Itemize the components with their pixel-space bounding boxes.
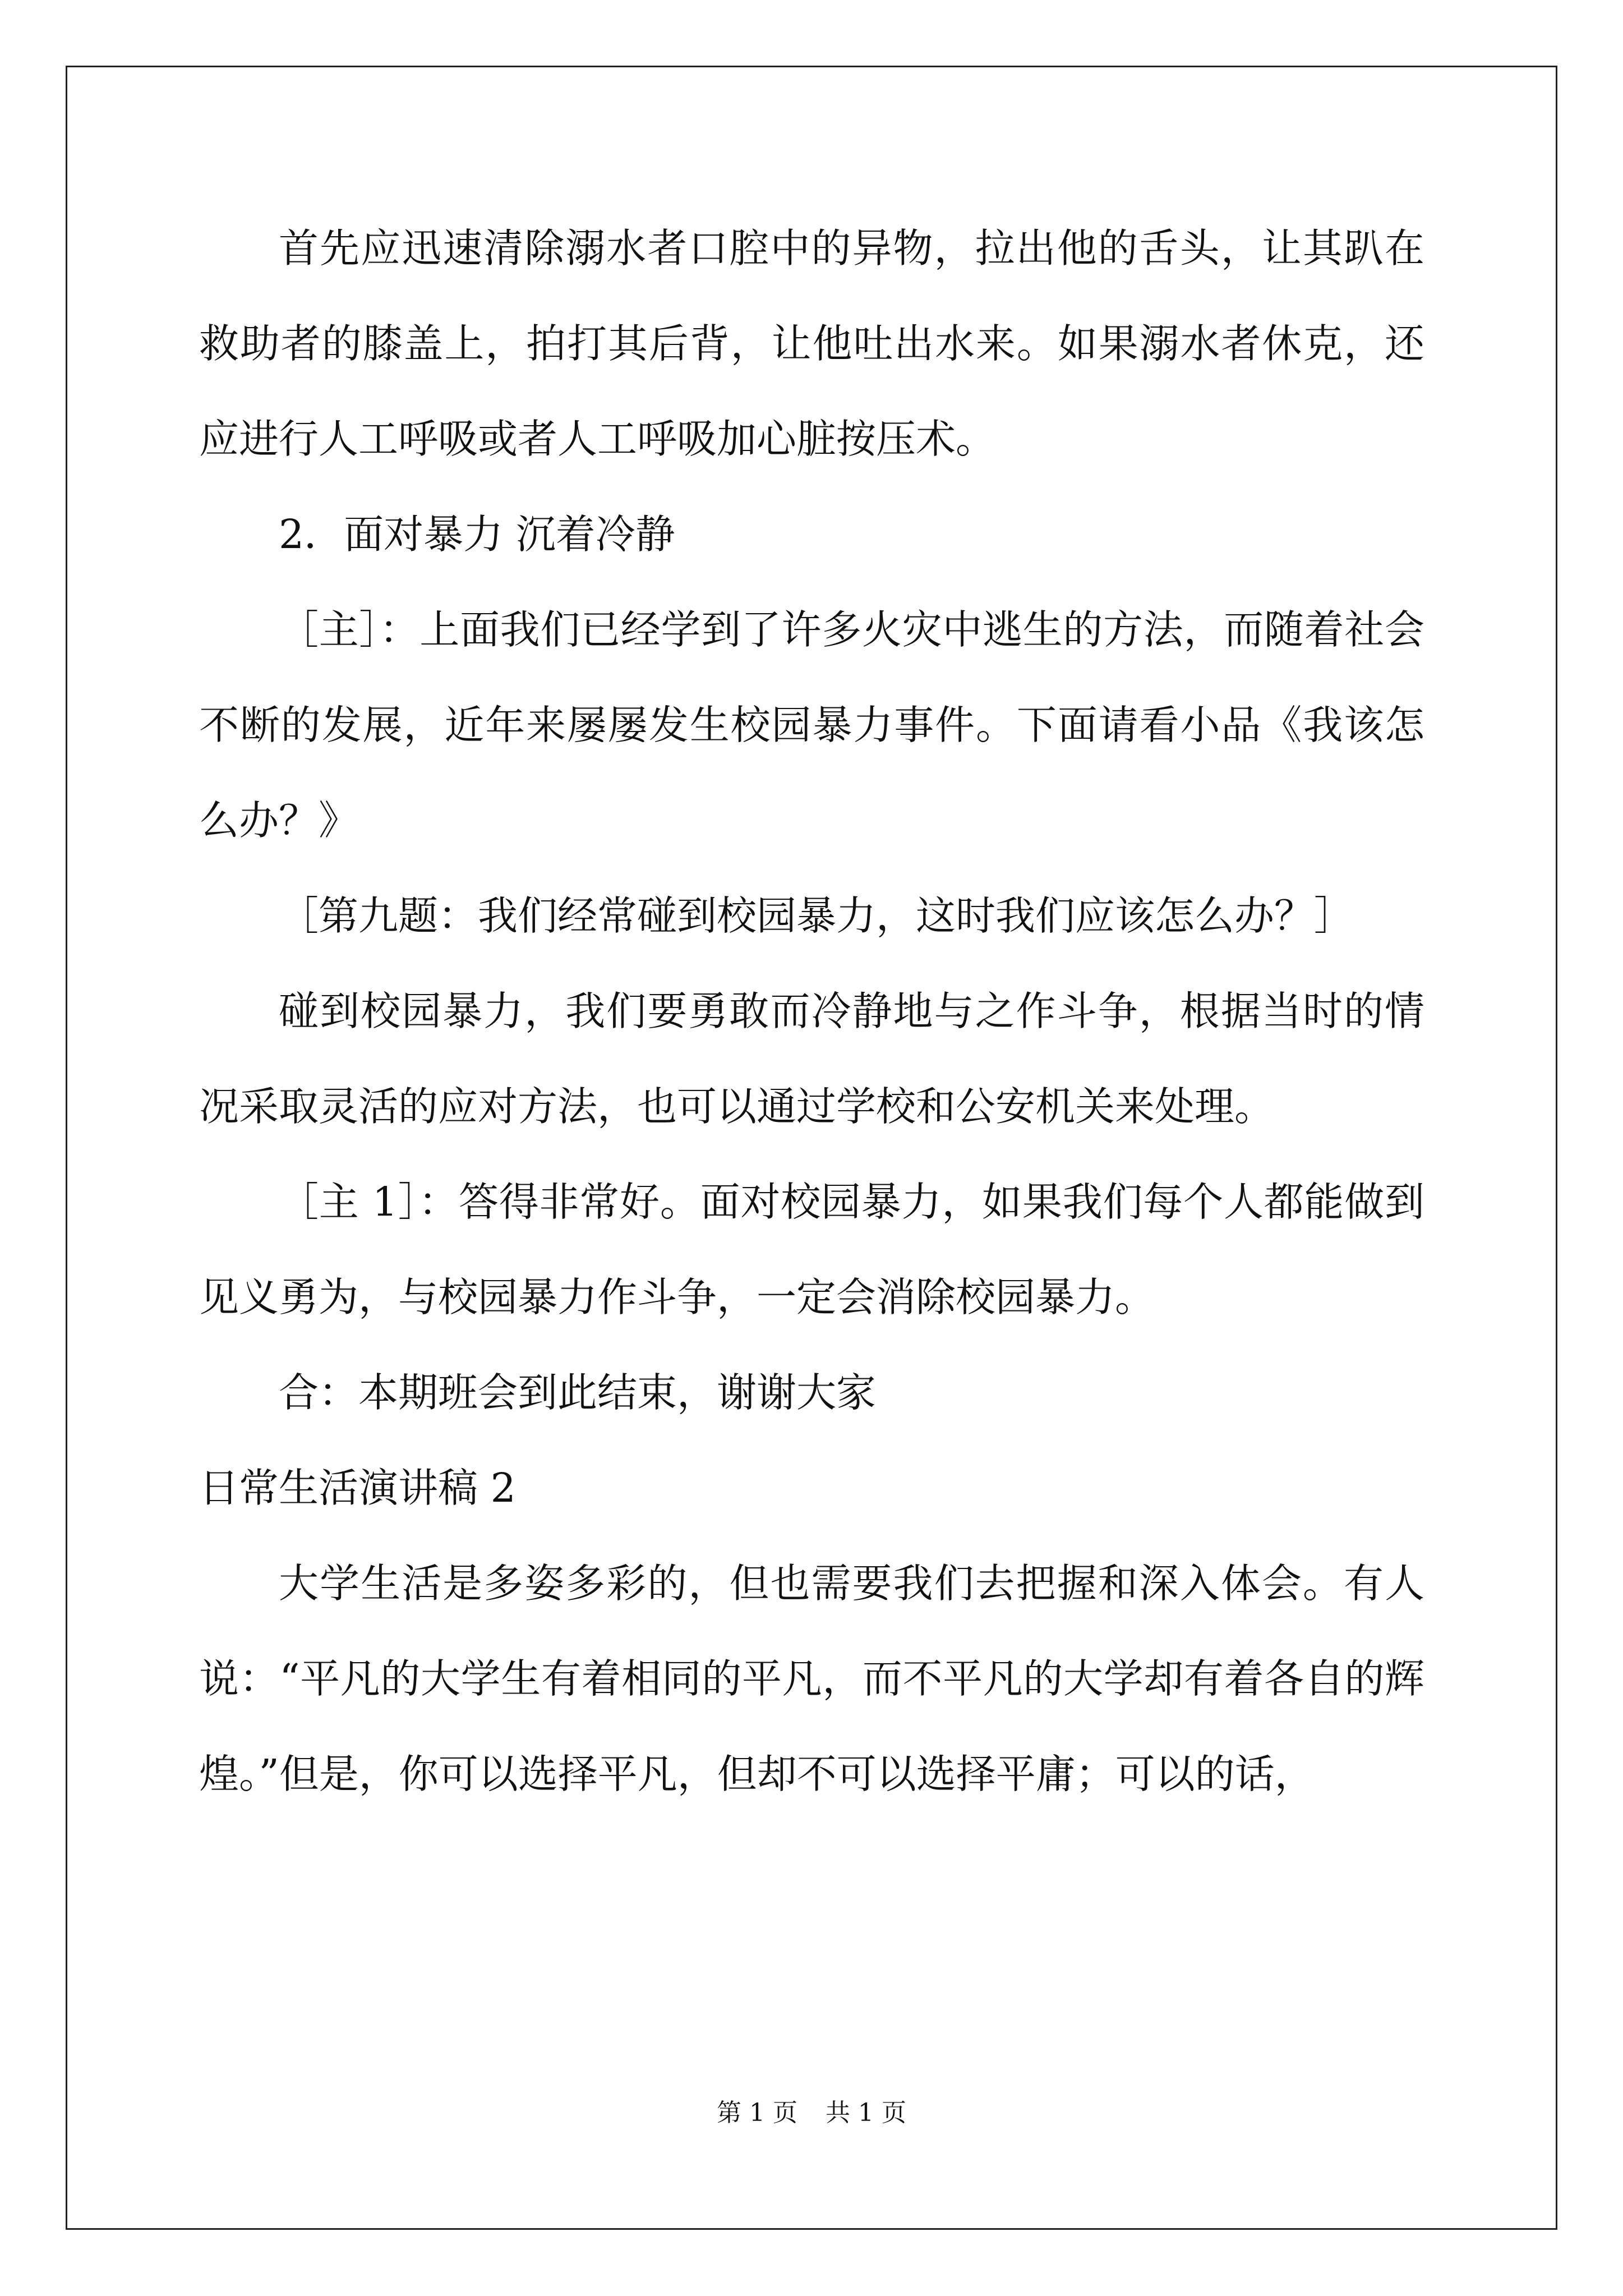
page-number: 第 1 页	[717, 2099, 797, 2127]
paragraph-5: 碰到校园暴力，我们要勇敢而冷静地与之作斗争，根据当时的情况采取灵活的应对方法，也可以通过学校和公安机关来处理。	[199, 988, 1424, 1130]
paragraph-9: 大学生活是多姿多彩的，但也需要我们去把握和深入体会。有人说：“平凡的大学生有着相同的平凡，而不平凡的大学却有着各自的辉煌。”但是，你可以选择平凡，但却不可以选择平庸；可以的话，	[199, 1560, 1424, 1797]
document-body	[199, 201, 1424, 1822]
page-footer	[0, 2092, 1623, 2128]
paragraph-2: 2．面对暴力 沉着冷静	[279, 511, 675, 558]
paragraph-3: ［主］：上面我们已经学到了许多火灾中逃生的方法，而随着社会不断的发展，近年来屡屡发生校园暴力事件。下面请看小品《我该怎么办？》	[199, 606, 1424, 844]
paragraph-6: ［主 1］：答得非常好。面对校园暴力，如果我们每个人都能做到见义勇为，与校园暴力作斗争，一定会消除校园暴力。	[199, 1179, 1424, 1320]
paragraph-1: 首先应迅速清除溺水者口腔中的异物，拉出他的舌头，让其趴在救助者的膝盖上，拍打其后背，让他吐出水来。如果溺水者休克，还应进行人工呼吸或者人工呼吸加心脏按压术。	[199, 225, 1424, 462]
paragraph-7: 合：本期班会到此结束，谢谢大家	[279, 1369, 877, 1416]
paragraph-4: ［第九题：我们经常碰到校园暴力，这时我们应该怎么办？］	[279, 892, 1354, 939]
section-heading: 日常生活演讲稿 2	[199, 1465, 516, 1511]
page-total: 共 1 页	[826, 2099, 906, 2127]
